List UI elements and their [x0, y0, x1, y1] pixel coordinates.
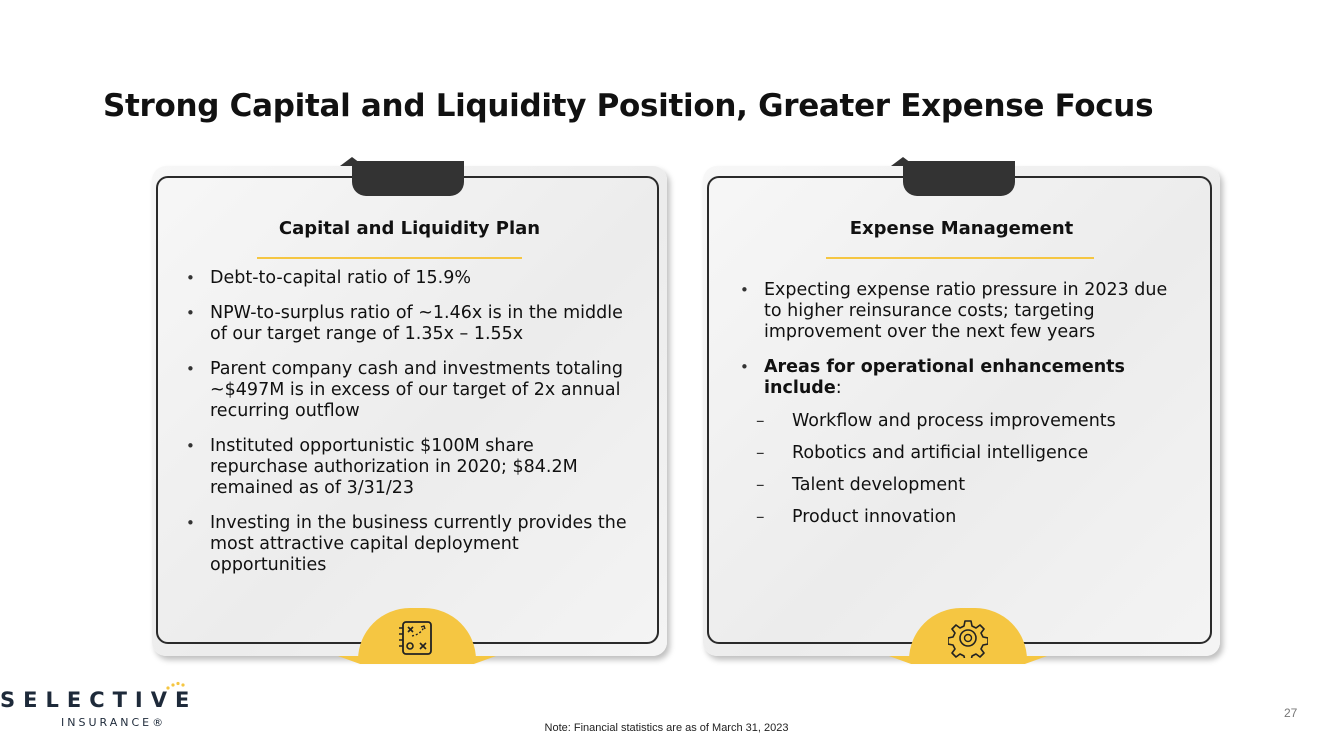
- expense-management-card: [703, 166, 1220, 656]
- page-number: 27: [1284, 706, 1298, 720]
- title-underline: [257, 257, 522, 259]
- gear-icon: [948, 618, 988, 658]
- card-tab: [903, 161, 1015, 196]
- bold-text: Areas for operational enhancements include: [764, 357, 1125, 398]
- card-title: Capital and Liquidity Plan: [278, 218, 541, 239]
- list-item: • Expecting expense ratio pressure in 2023 due to higher reinsurance costs; targeting improvement over the next few years: [736, 280, 1186, 343]
- footnote: Note: Financial statistics are as of March 31, 2023: [544, 722, 789, 734]
- list-item: • Investing in the business currently provides the most attractive capital deployment opportunities: [182, 513, 632, 576]
- list-item: • Debt-to-capital ratio of 15.9%: [182, 268, 632, 289]
- slide-title: Strong Capital and Liquidity Position, Greater Expense Focus: [103, 88, 1154, 124]
- sub-list-item: – Product innovation: [736, 507, 1186, 528]
- sub-list-item: – Workflow and process improvements: [736, 411, 1186, 432]
- list-item: • Parent company cash and investments totaling ~$497M is in excess of our target of 2x annual recurring outflow: [182, 359, 632, 422]
- title-underline: [826, 257, 1094, 259]
- card-tab: [352, 161, 464, 196]
- list-item: • Instituted opportunistic $100M share repurchase authorization in 2020; $84.2M remained as of 3/31/23: [182, 436, 632, 499]
- logo-subtitle: INSURANCE®: [61, 716, 167, 729]
- list-suffix: :: [835, 378, 842, 398]
- capital-bullet-list: [182, 268, 632, 590]
- sub-list-item: – Talent development: [736, 475, 1186, 496]
- card-title: Expense Management: [849, 218, 1074, 239]
- strategy-board-icon: [397, 618, 437, 658]
- logo-wordmark: SELECTIVE: [0, 688, 198, 712]
- expense-bullet-list: [736, 280, 1186, 542]
- sub-bullet-list: [764, 411, 1186, 528]
- list-item: • NPW-to-surplus ratio of ~1.46x is in the middle of our target range of 1.35x – 1.55x: [182, 303, 632, 345]
- capital-liquidity-card: [152, 166, 667, 656]
- sub-list-item: – Robotics and artificial intelligence: [736, 443, 1186, 464]
- list-item: [736, 357, 1186, 528]
